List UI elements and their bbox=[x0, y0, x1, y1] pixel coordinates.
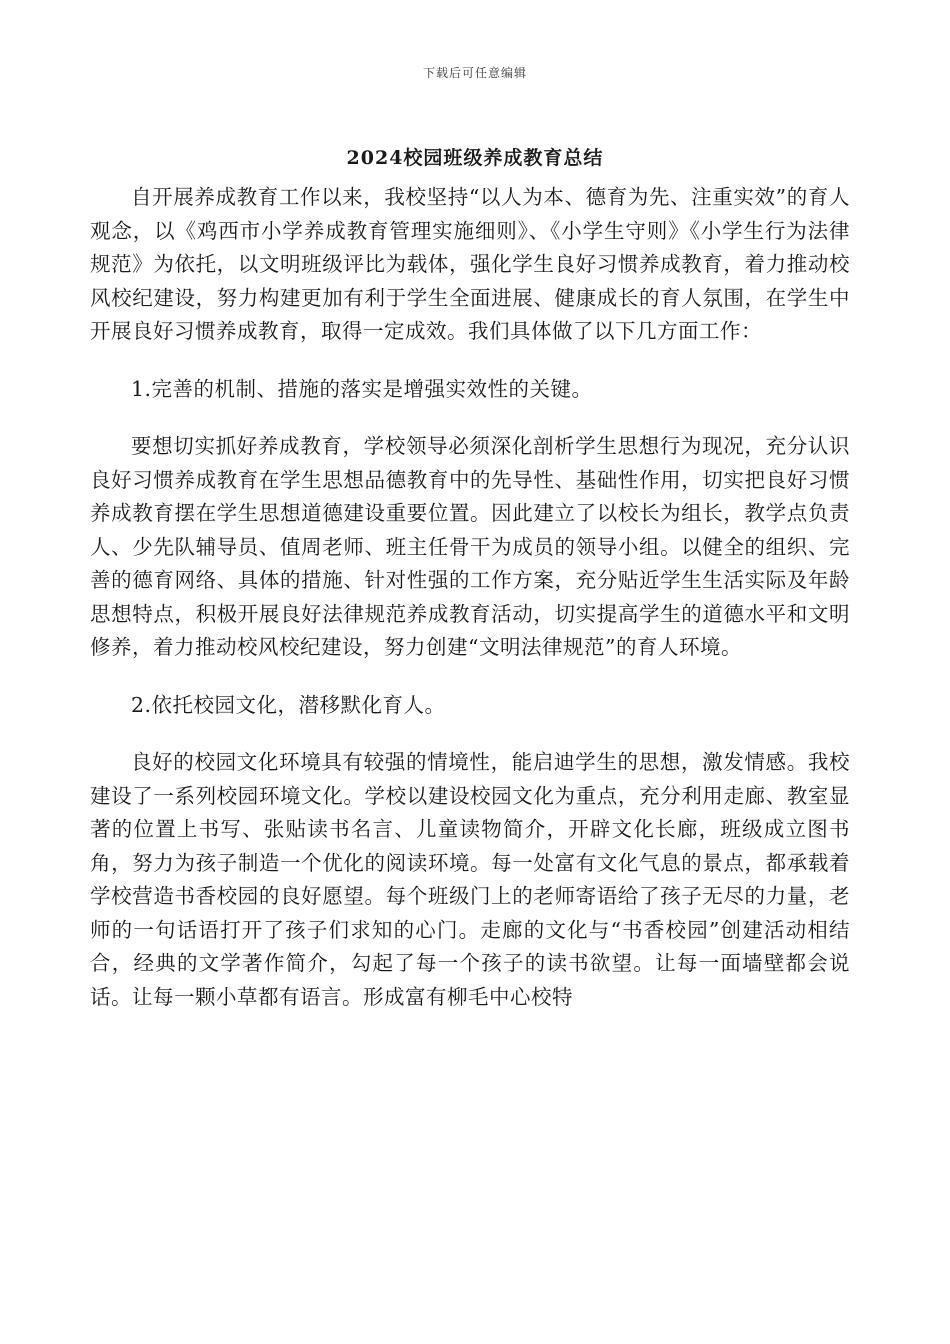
section-2-paragraph: 良好的校园文化环境具有较强的情境性，能启迪学生的思想，激发情感。我校建设了一系列校园环境文化。学校以建设校园文化为重点，充分利用走廊、教室显著的位置上书写、张贴读书名言、儿童读物简介，开辟文化长廊，班级成立图书角，努力为孩子制造一个优化的阅读环境。每一处富有文化气息的景点，都承载着学校营造书香校园的良好愿望。每个班级门上的老师寄语给了孩子无尽的力量，老师的一句话语打开了孩子们求知的心门。走廊的文化与“书香校园”创建活动相结合，经典的文学著作简介，勾起了每一个孩子的读书欲望。让每一面墙壁都会说话。让每一颗小草都有语言。形成富有柳毛中心校特 bbox=[90, 750, 850, 1009]
section-heading-2: 2.依托校园文化，潜移默化育人。 bbox=[131, 692, 446, 717]
document-body bbox=[90, 181, 850, 1014]
section-1-paragraph: 要想切实抓好养成教育，学校领导必须深化剖析学生思想行为现况，充分认识良好习惯养成教育在学生思想品德教育中的先导性、基础性作用，切实把良好习惯养成教育摆在学生思想道德建设重要位置。因此建立了以校长为组长，教学点负责人、少先队辅导员、值周老师、班主任骨干为成员的领导小组。以健全的组织、完善的德育网络、具体的措施、针对性强的工作方案，充分贴近学生生活实际及年龄思想特点，积极开展良好法律规范养成教育活动，切实提高学生的道德水平和文明修养，着力推动校风校纪建设，努力创建“文明法律规范”的育人环境。 bbox=[90, 434, 850, 659]
section-heading-1: 1.完善的机制、措施的落实是增强实效性的关键。 bbox=[131, 376, 593, 401]
document-title: 2024校园班级养成教育总结 bbox=[346, 147, 604, 169]
header-note: 下载后可任意编辑 bbox=[422, 66, 527, 80]
intro-paragraph: 自开展养成教育工作以来，我校坚持“以人为本、德育为先、注重实效”的育人观念，以《鸡西市小学养成教育管理实施细则》、《小学生守则》《小学生行为法律规范》为依托，以文明班级评比为载体，强化学生良好习惯养成教育，着力推动校风校纪建设，努力构建更加有利于学生全面进展、健康成长的育人氛围，在学生中开展良好习惯养成教育，取得一定成效。我们具体做了以下几方面工作： bbox=[90, 185, 850, 343]
